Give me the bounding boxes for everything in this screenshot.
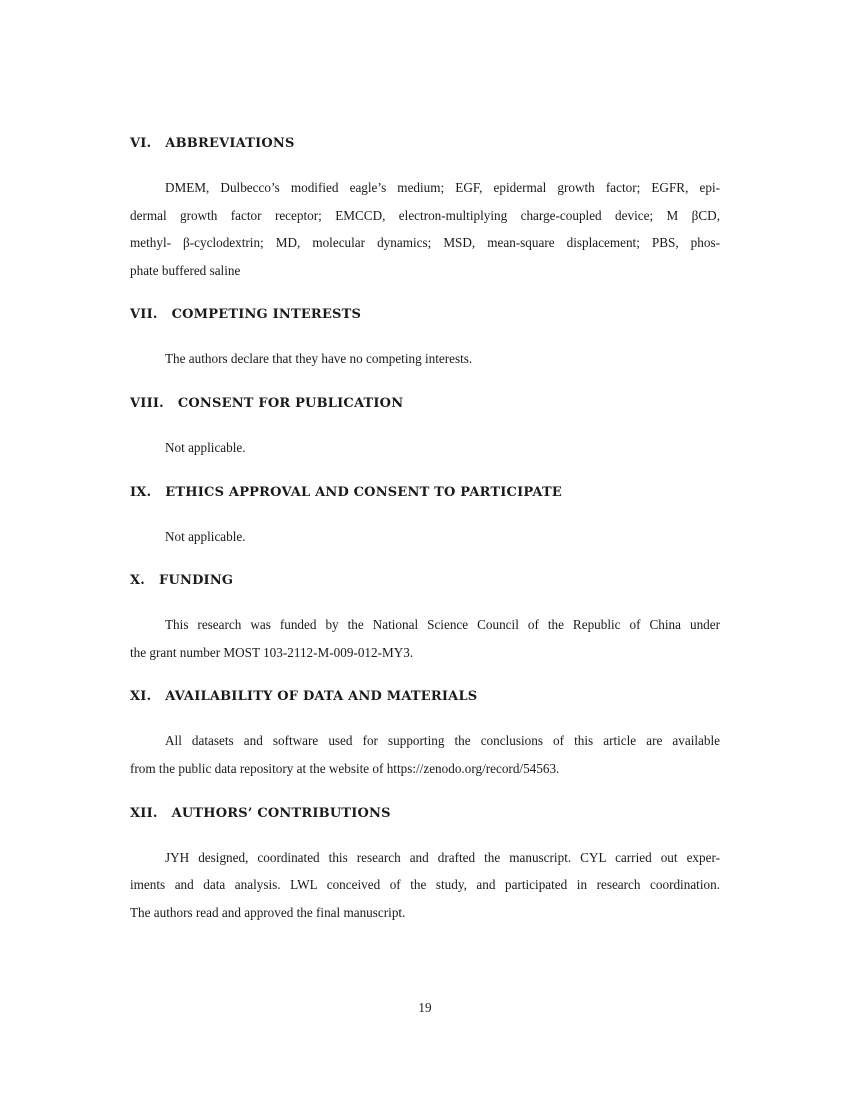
section-paragraph: [130, 434, 720, 462]
paragraph-line: phate buffered saline: [130, 262, 241, 278]
section-authors-contributions: [130, 804, 720, 927]
paper-page-body: [130, 134, 720, 926]
section-number: X.: [130, 573, 146, 589]
paragraph-line: JYH designed, coordinated this research and drafted the manuscript. CYL carried out exper-: [165, 849, 720, 865]
section-number: VI.: [130, 136, 152, 151]
section-title: FUNDING: [159, 573, 234, 589]
paragraph-line: The authors declare that they have no competing interests.: [165, 351, 473, 367]
section-paragraph: [130, 174, 720, 284]
section-title: ABBREVIATIONS: [165, 136, 295, 151]
section-availability-of-data: [130, 687, 720, 782]
section-number: IX.: [130, 484, 152, 500]
section-funding: [130, 571, 720, 666]
section-title: AUTHORS’ CONTRIBUTIONS: [171, 805, 391, 821]
section-title: AVAILABILITY OF DATA AND MATERIALS: [165, 689, 478, 705]
paragraph-line: This research was funded by the National Science Council of the Republic of China under: [165, 617, 720, 633]
paragraph-line: dermal growth factor receptor; EMCCD, electron-multiplying charge-coupled device; M βCD,: [130, 207, 720, 223]
section-paragraph: [130, 611, 720, 666]
section-title: CONSENT FOR PUBLICATION: [177, 395, 404, 411]
section-paragraph: [130, 523, 720, 551]
paragraph-line: Not applicable.: [165, 439, 246, 455]
section-heading: [130, 305, 720, 325]
section-competing-interests: [130, 305, 720, 373]
paragraph-line: Not applicable.: [165, 528, 246, 544]
section-title: ETHICS APPROVAL AND CONSENT TO PARTICIPATE: [165, 484, 562, 500]
section-heading: [130, 134, 720, 154]
section-heading: [130, 687, 720, 707]
paragraph-line: iments and data analysis. LWL conceived of the study, and participated in research coordination.: [130, 877, 720, 893]
section-paragraph: [130, 844, 720, 927]
page-number: 19: [418, 1000, 432, 1015]
section-title: COMPETING INTERESTS: [171, 307, 362, 323]
section-ethics-approval: [130, 483, 720, 551]
paragraph-line: All datasets and software used for supporting the conclusions of this article are available: [165, 733, 720, 749]
paragraph-line: DMEM, Dulbecco’s modified eagle’s medium; EGF, epidermal growth factor; EGFR, epi-: [165, 180, 720, 195]
section-paragraph: [130, 345, 720, 373]
paragraph-line: from the public data repository at the website of https://zenodo.org/record/54563.: [130, 760, 560, 776]
paragraph-line: the grant number MOST 103-2112-M-009-012-MY3.: [130, 644, 414, 660]
section-heading: [130, 483, 720, 503]
section-abbreviations: [130, 134, 720, 284]
section-paragraph: [130, 727, 720, 782]
paragraph-line: methyl- β-cyclodextrin; MD, molecular dynamics; MSD, mean-square displacement; PBS, phos-: [130, 235, 720, 251]
section-number: XII.: [130, 805, 158, 821]
section-consent-for-publication: [130, 394, 720, 462]
section-number: XI.: [130, 689, 152, 705]
section-heading: [130, 804, 720, 824]
section-heading: [130, 394, 720, 414]
paragraph-line: The authors read and approved the final manuscript.: [130, 904, 406, 920]
section-heading: [130, 571, 720, 591]
section-number: VII.: [130, 307, 158, 323]
section-number: VIII.: [130, 395, 164, 411]
